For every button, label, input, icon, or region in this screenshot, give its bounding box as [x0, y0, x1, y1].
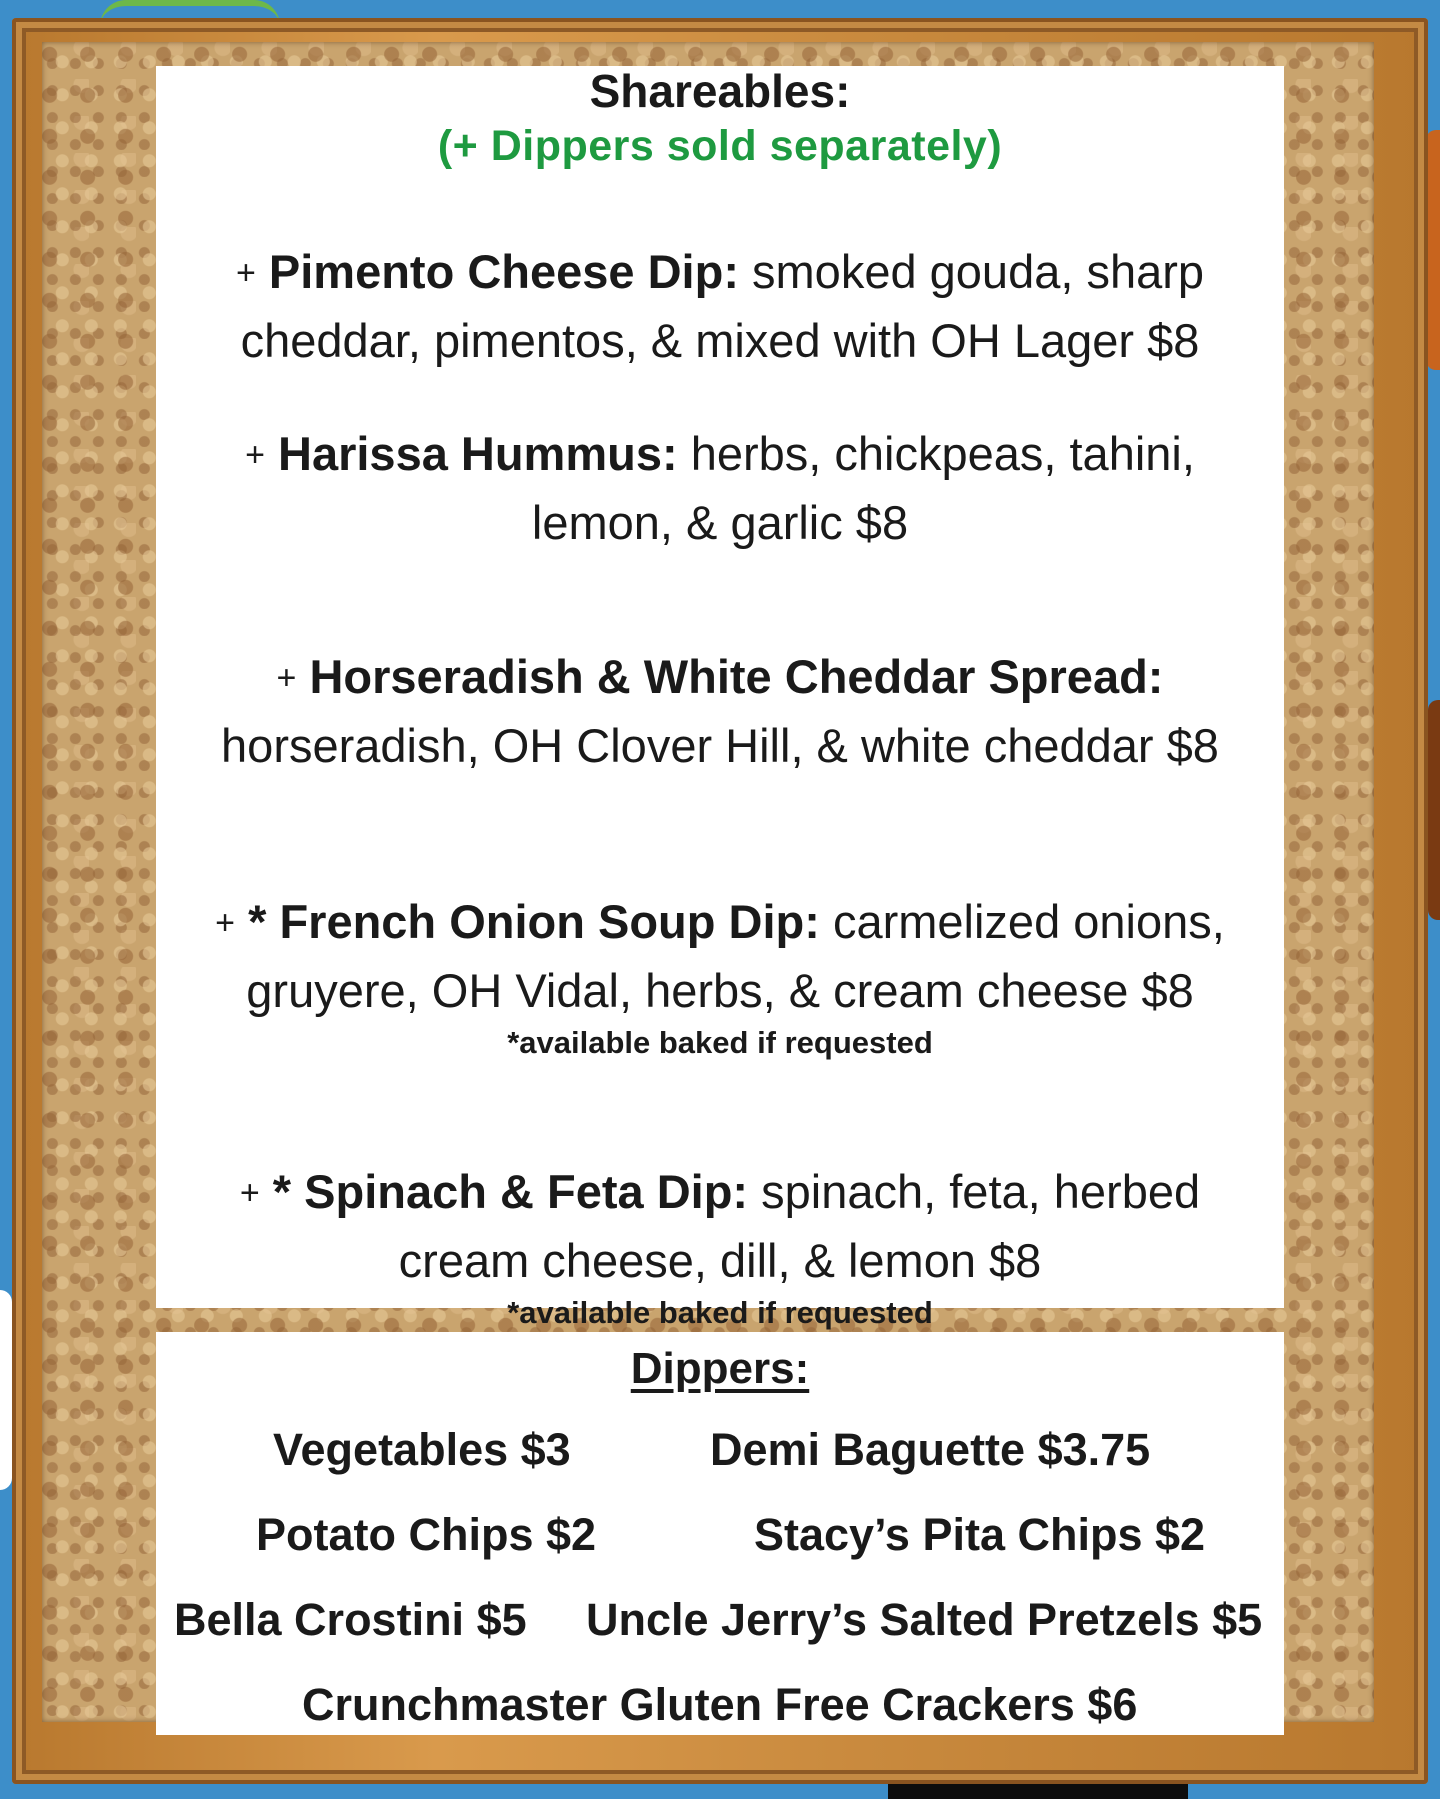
menu-item-line2: horseradish, OH Clover Hill, & white cheddar $8: [221, 719, 1219, 772]
menu-item-line2: cream cheese, dill, & lemon $8: [398, 1234, 1042, 1287]
dipper-item: Bella Crostini $5: [174, 1594, 527, 1645]
dippers-title: Dippers:: [630, 1344, 810, 1393]
menu-item-name: Horseradish & White Cheddar Spread:: [309, 650, 1164, 703]
menu-item-line1: [156, 888, 1284, 957]
plus-icon: +: [239, 1174, 260, 1212]
menu-item-spinach-feta: [156, 1158, 1284, 1332]
menu-item-horseradish: [156, 643, 1284, 779]
menu-item-name: * Spinach & Feta Dip:: [272, 1165, 749, 1218]
plus-icon: +: [235, 254, 256, 292]
dipper-item: Potato Chips $2: [256, 1509, 597, 1560]
menu-item-line1: [156, 238, 1284, 307]
dark-edge: [888, 1784, 1188, 1799]
plus-icon: +: [245, 436, 265, 474]
menu-item-name: Pimento Cheese Dip:: [268, 245, 739, 298]
menu-item-hummus: [156, 420, 1284, 556]
dipper-item: Demi Baguette $3.75: [710, 1424, 1151, 1475]
dipper-item: Vegetables $3: [273, 1424, 571, 1475]
dippers-panel: [156, 1332, 1284, 1735]
menu-item-pimento: [156, 238, 1284, 374]
dipper-item: Stacy’s Pita Chips $2: [754, 1509, 1206, 1560]
menu-item-name: Harissa Hummus:: [278, 427, 678, 480]
menu-item-line2: cheddar, pimentos, & mixed with OH Lager $8: [240, 314, 1200, 367]
menu-item-desc: herbs, chickpeas, tahini,: [677, 427, 1195, 480]
menu-item-line1: [156, 420, 1284, 489]
food-photo-edge-lower: [1428, 700, 1440, 920]
menu-item-note: *available baked if requested: [507, 1025, 933, 1060]
plus-icon: +: [276, 659, 297, 697]
menu-item-line1: [156, 1158, 1284, 1227]
shareables-title: Shareables:: [589, 65, 851, 117]
menu-item-line1: [156, 643, 1284, 712]
menu-item-desc: spinach, feta, herbed: [748, 1165, 1201, 1218]
menu-item-french-onion: [156, 888, 1284, 1062]
menu-item-line2: lemon, & garlic $8: [531, 496, 909, 549]
menu-item-note: *available baked if requested: [507, 1295, 933, 1330]
menu-item-desc: smoked gouda, sharp: [738, 245, 1205, 298]
plus-icon: +: [215, 904, 236, 942]
shareables-subtitle: (+ Dippers sold separately): [437, 122, 1003, 170]
food-photo-edge: [1426, 130, 1440, 370]
plate-edge: [0, 1290, 12, 1490]
menu-item-desc: carmelized onions,: [819, 895, 1225, 948]
menu-item-line2: gruyere, OH Vidal, herbs, & cream cheese $8: [246, 964, 1194, 1017]
dipper-item: Crunchmaster Gluten Free Crackers $6: [302, 1679, 1138, 1730]
shareables-panel: [156, 65, 1284, 1330]
menu-item-name: * French Onion Soup Dip:: [248, 895, 820, 948]
dipper-item: Uncle Jerry’s Salted Pretzels $5: [586, 1594, 1263, 1645]
